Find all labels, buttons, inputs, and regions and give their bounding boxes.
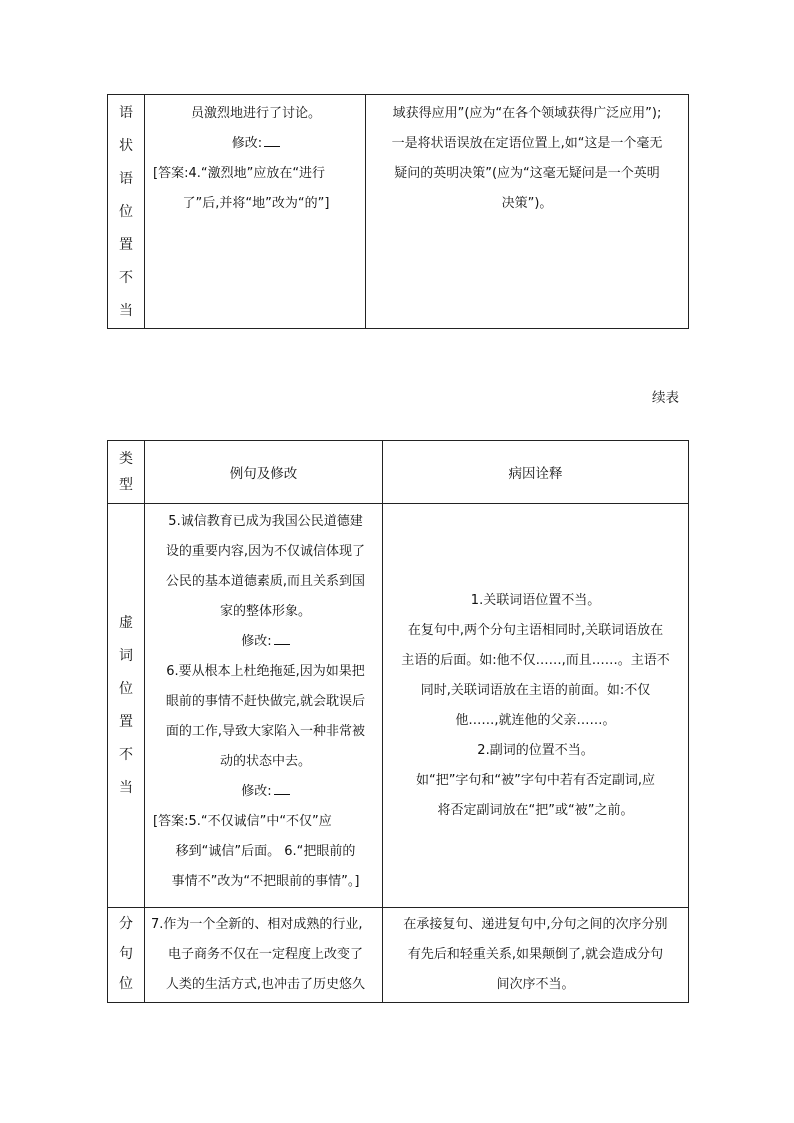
type-cell [108,95,145,329]
type-char: 位 [119,976,133,992]
explanation-line: 决策”)。 [501,196,553,211]
answer-blank [274,782,290,795]
type-char: 虚 [119,614,133,631]
header-type [108,441,145,504]
reason-line: 将否定副词放在“把”或“被”之前。 [437,802,634,818]
type-char: 置 [119,713,133,730]
example-line: 面的工作,导致大家陷入一种非常被 [165,724,366,739]
answer-line: 了”后,并将“地”改为“的”] [182,196,330,211]
table-top [107,94,689,329]
type-char: 不 [119,270,133,286]
example-line: 公民的基本道德素质,而且关系到国 [165,574,366,589]
reason-line: 1.关联词语位置不当。 [470,592,601,608]
type-char: 位 [119,680,133,697]
type-char: 分 [119,916,133,932]
header-type-char: 类 [119,451,133,467]
answer-line: [答案:4.“激烈地”应放在“进行 [153,166,326,181]
example-line: 6.要从根本上杜绝拖延,因为如果把 [166,664,365,679]
example-line: 员激烈地进行了讨论。 [190,106,321,121]
header-example: 例句及修改 [145,441,383,504]
modify-line [153,777,378,807]
example-line: 人类的生活方式,也冲击了历史悠久 [165,977,366,992]
example-line: 5.诚信教育已成为我国公民道德建 [168,514,363,529]
table-row [108,95,689,329]
modify-line [153,627,378,657]
header-type-char: 型 [119,477,133,493]
modify-label: 修改: [231,136,263,151]
explanation-cell [366,95,689,329]
reason-line: 他……,就连他的父亲……。 [455,712,616,728]
type-cell [108,908,145,1003]
reason-line: 主语的后面。如:他不仅……,而且……。主语不 [401,652,670,668]
table-row [108,504,689,908]
type-char: 位 [119,204,133,220]
reason-line: 间次序不当。 [496,977,575,992]
table-row [108,908,689,1003]
example-line: 设的重要内容,因为不仅诚信体现了 [165,544,366,559]
modify-label: 修改: [241,784,272,799]
answer-line: 移到“诚信”后面。 6.“把眼前的 [175,844,356,859]
type-char: 语 [119,171,133,187]
reason-line: 在复句中,两个分句主语相同时,关联词语放在 [407,622,664,638]
modify-label: 修改: [241,634,272,649]
explanation-line: 域获得应用”(应为“在各个领域获得广泛应用”); [392,106,662,121]
reason-cell [383,908,689,1003]
example-cell [145,95,366,329]
answer-line: 事情不”改为“不把眼前的事情”。] [171,874,360,889]
reason-cell [383,504,689,908]
type-cell [108,504,145,908]
type-char: 状 [119,138,133,154]
example-line: 动的状态中去。 [219,754,311,769]
reason-line: 在承接复句、递进复句中,分句之间的次序分别 [403,917,668,932]
answer-blank [274,632,290,645]
explanation-line: 疑问的英明决策”(应为“这毫无疑问是一个英明 [394,166,660,181]
reason-line: 2.副词的位置不当。 [477,742,594,758]
example-line: 家的整体形象。 [219,604,311,619]
type-char: 词 [119,647,133,664]
example-line: 眼前的事情不赶快做完,就会耽误后 [165,694,366,709]
reason-line: 同时,关联词语放在主语的前面。如:不仅 [420,682,651,698]
continued-label: 续表 [652,390,679,406]
type-char: 当 [119,303,133,319]
example-cell [145,504,383,908]
type-char: 当 [119,779,133,796]
example-line: 7.作为一个全新的、相对成熟的行业, [151,917,363,932]
explanation-line: 一是将状语误放在定语位置上,如“这是一个毫无 [391,136,663,151]
modify-line [153,129,359,159]
example-cell [145,908,383,1003]
reason-line: 如“把”字句和“被”字句中若有否定副词,应 [415,772,656,788]
answer-blank [264,134,280,147]
header-reason: 病因诠释 [383,441,689,504]
example-line: 电子商务不仅在一定程度上改变了 [167,947,363,962]
reason-line: 有先后和轻重关系,如果颠倒了,就会造成分句 [407,947,664,962]
type-char: 不 [119,746,133,763]
table-header-row [108,441,689,504]
table-main [107,440,689,1003]
type-char: 语 [119,105,133,121]
answer-line: [答案:5.“不仅诚信”中“不仅”应 [153,814,332,829]
type-char: 置 [119,237,133,253]
type-char: 句 [119,946,133,962]
